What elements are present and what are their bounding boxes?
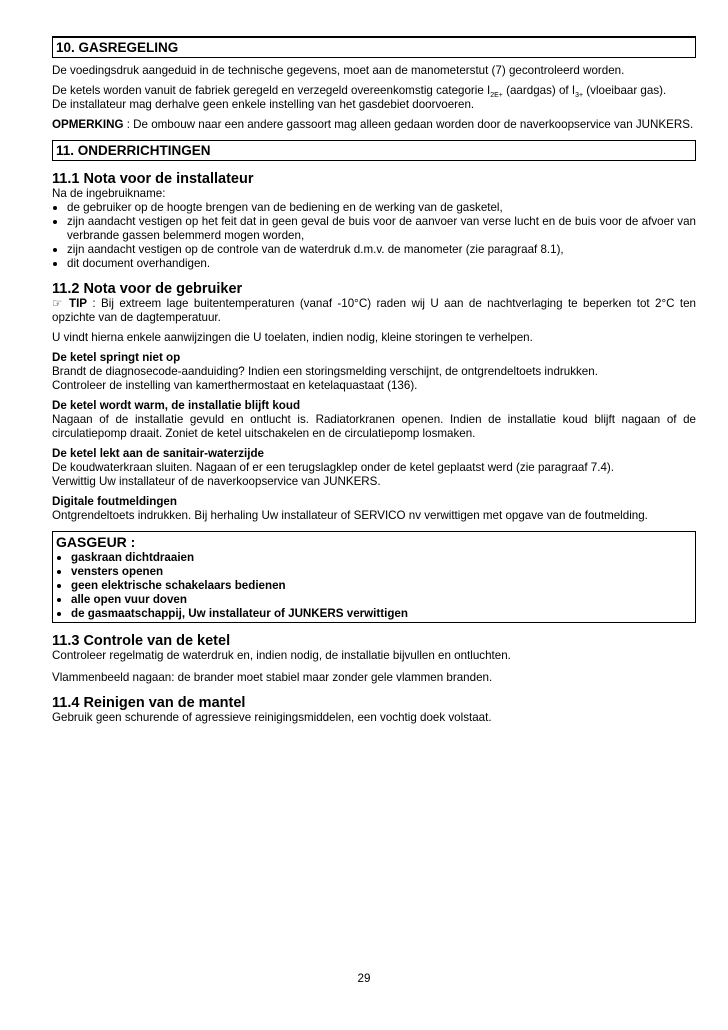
bullet-icon <box>57 584 61 588</box>
gas-smell-title: GASGEUR : <box>56 534 136 550</box>
sec11-1-intro: Na de ingebruikname: <box>52 187 166 200</box>
fault-line: Brandt de diagnosecode-aanduiding? Indien een storingsmelding verschijnt, de ontgrendeltoets indrukken. <box>52 365 598 378</box>
bullet-icon <box>57 598 61 602</box>
sec11-4-paragraph-1: Gebruik geen schurende of agressieve reinigingsmiddelen, een vochtig doek volstaat. <box>52 711 492 724</box>
bullet-icon <box>53 262 57 266</box>
list-item <box>56 565 692 579</box>
list-item <box>56 607 692 621</box>
list-item-text: zijn aandacht vestigen op het feit dat in geen geval de buis voor de aanvoer van verse lucht en de buis voor de afvoer van verbrande gassen belemmerd mogen worden, <box>67 215 696 242</box>
subsection-11-1-title: 11.1 Nota voor de installateur <box>52 171 254 187</box>
fault-title: Digitale foutmeldingen <box>52 495 177 508</box>
sec10-p2-text-b: (aardgas) of I <box>502 84 576 97</box>
sec10-p2-text-a: De ketels worden vanuit de fabriek geregeld en verzegeld overeenkomstig categorie I <box>52 84 491 97</box>
list-item-text: vensters openen <box>71 565 164 578</box>
page-content <box>52 36 696 725</box>
sec11-3-paragraph-1: Controleer regelmatig de waterdruk en, indien nodig, de installatie bijvullen en ontluchten. <box>52 649 511 662</box>
pointing-hand-icon: ☞ <box>52 297 63 310</box>
fault-block <box>52 399 696 441</box>
list-item <box>52 215 696 243</box>
section-11-heading: 11. ONDERRICHTINGEN <box>52 140 696 161</box>
sec10-paragraph-3: De installateur mag derhalve geen enkele instelling van het gasdebiet doorvoeren. <box>52 98 475 111</box>
list-item-text: zijn aandacht vestigen op de controle van de waterdruk d.m.v. de manometer (zie paragraaf 8.1), <box>67 243 564 256</box>
list-item <box>52 257 696 271</box>
fault-title: De ketel lekt aan de sanitair-waterzijde <box>52 447 264 460</box>
fault-title: De ketel springt niet op <box>52 351 181 364</box>
installer-bullet-list <box>52 201 696 271</box>
subsection-11-3-title: 11.3 Controle van de ketel <box>52 633 231 649</box>
list-item-text: alle open vuur doven <box>71 593 187 606</box>
list-item-text: dit document overhandigen. <box>67 257 211 270</box>
list-item <box>56 551 692 565</box>
list-item <box>56 593 692 607</box>
bullet-icon <box>53 220 57 224</box>
tip-text: : Bij extreem lage buitentemperaturen (vanaf -10°C) raden wij U aan de nachtverlaging te beperken tot 2°C ten opzichte van de dagtemperatuur. <box>52 297 696 324</box>
fault-line: Verwittig Uw installateur of de naverkoopservice van JUNKERS. <box>52 475 381 488</box>
bullet-icon <box>53 248 57 252</box>
list-item <box>52 243 696 257</box>
fault-block <box>52 351 696 393</box>
list-item-text: de gebruiker op de hoogte brengen van de bediening en de werking van de gasketel, <box>67 201 503 214</box>
bullet-icon <box>57 556 61 560</box>
bullet-icon <box>53 206 57 210</box>
list-item-text: geen elektrische schakelaars bedienen <box>71 579 286 592</box>
sec11-3-paragraph-2: Vlammenbeeld nagaan: de brander moet stabiel maar zonder gele vlammen branden. <box>52 671 493 684</box>
section-10-heading: 10. GASREGELING <box>52 36 696 58</box>
category-subscript-2e: 2E+ <box>490 92 503 99</box>
fault-block <box>52 447 696 489</box>
sec10-p2-text-c: (vloeibaar gas). <box>583 84 667 97</box>
fault-line: Controleer de instelling van kamerthermostaat en ketelaquastaat (136). <box>52 379 418 392</box>
sec11-2-intro: U vindt hierna enkele aanwijzingen die U toelaten, indien nodig, kleine storingen te verhelpen. <box>52 331 533 344</box>
gas-smell-list <box>56 551 692 621</box>
subsection-11-2-title: 11.2 Nota voor de gebruiker <box>52 281 243 297</box>
category-subscript-3: 3+ <box>575 92 584 99</box>
fault-block <box>52 495 696 523</box>
bullet-icon <box>57 612 61 616</box>
sec10-paragraph-2 <box>52 84 696 98</box>
list-item <box>52 201 696 215</box>
sec10-paragraph-1: De voedingsdruk aangeduid in de technische gegevens, moet aan de manometerstut (7) gecontroleerd worden. <box>52 64 625 77</box>
subsection-11-4-title: 11.4 Reinigen van de mantel <box>52 695 246 711</box>
fault-line: Nagaan of de installatie gevuld en ontlucht is. Radiatorkranen openen. Indien de installatie koud blijft nagaan of de circulatiepomp draait. Zoniet de ketel uitschakelen en de circulatiepomp losmaken. <box>52 413 696 440</box>
list-item-text: gaskraan dichtdraaien <box>71 551 195 564</box>
list-item <box>56 579 692 593</box>
fault-line: Ontgrendeltoets indrukken. Bij herhaling Uw installateur of SERVICO nv verwittigen met opgave van de foutmelding. <box>52 509 648 522</box>
gas-smell-warning-box <box>52 531 696 623</box>
page-number: 29 <box>357 972 371 985</box>
sec10-remark <box>52 118 696 132</box>
tip-paragraph <box>52 297 696 325</box>
tip-label: TIP <box>69 297 88 310</box>
list-item-text: de gasmaatschappij, Uw installateur of JUNKERS verwittigen <box>71 607 408 620</box>
remark-text: : De ombouw naar een andere gassoort mag alleen gedaan worden door de naverkoopservice van JUNKERS. <box>123 118 694 131</box>
bullet-icon <box>57 570 61 574</box>
remark-label: OPMERKING <box>52 118 124 131</box>
fault-line: De koudwaterkraan sluiten. Nagaan of er een terugslagklep onder de ketel geplaatst werd (zie paragraaf 7.4). <box>52 461 614 474</box>
fault-title: De ketel wordt warm, de installatie blijft koud <box>52 399 301 412</box>
